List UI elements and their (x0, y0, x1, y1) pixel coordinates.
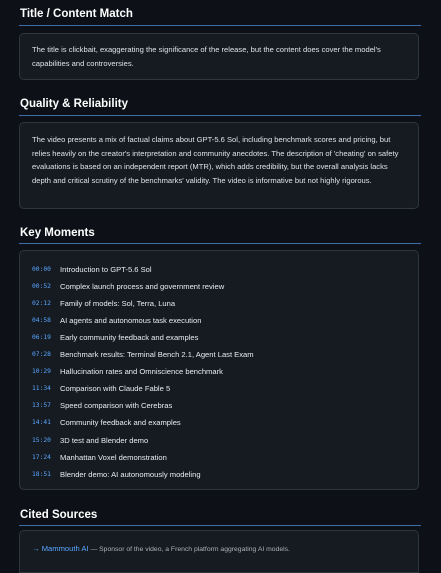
key-moment-label: Speed comparison with Cerebras (60, 401, 173, 411)
key-moment-label: Comparison with Claude Fable 5 (60, 384, 171, 394)
quality-text: The video presents a mix of factual claims about GPT-5.6 Sol, including benchmark scores and pricing, but relies heavily on the creator's interpretation and community anecdotes. The description of 'cheating' on safety evaluations is based on an independent report (MTR), which adds credibility, but the overall analysis lacks depth and critical scrutiny of the benchmarks' validity. The video is informative but not highly rigorous. (32, 135, 399, 185)
key-moment-label: 3D test and Blender demo (60, 435, 149, 445)
timestamp-link[interactable]: 15:20 (32, 436, 51, 444)
key-moment-item[interactable] (32, 383, 170, 395)
key-moment-label: Manhattan Voxel demonstration (60, 452, 167, 462)
source-description: Sponsor of the video, a French platform aggregating AI models. (99, 546, 290, 553)
timestamp-link[interactable]: 17:24 (32, 453, 51, 461)
timestamp-link[interactable]: 11:34 (32, 385, 51, 393)
key-moment-item[interactable] (32, 331, 198, 343)
source-link-mammouth-ai[interactable]: → Mammouth AI (32, 544, 89, 553)
key-moment-label: AI agents and autonomous task execution (60, 315, 202, 325)
key-moment-label: Family of models: Sol, Terra, Luna (60, 298, 176, 308)
section-divider (19, 243, 421, 244)
key-moment-label: Early community feedback and examples (60, 332, 199, 342)
title-match-card (19, 33, 419, 80)
section-divider (19, 115, 421, 116)
key-moment-item[interactable] (32, 417, 181, 429)
key-moment-label: Introduction to GPT-5.6 Sol (60, 264, 152, 274)
sources-card (19, 530, 419, 573)
key-moment-label: Community feedback and examples (60, 418, 181, 428)
timestamp-link[interactable]: 13:57 (32, 402, 51, 410)
timestamp-link[interactable]: 10:29 (32, 368, 51, 376)
timestamp-link[interactable]: 06:19 (32, 333, 51, 341)
source-separator: — (88, 546, 100, 553)
key-moment-label: Complex launch process and government review (60, 281, 225, 291)
key-moment-item[interactable] (32, 263, 152, 275)
timestamp-link[interactable]: 18:51 (32, 470, 51, 478)
key-moment-item[interactable] (32, 366, 223, 378)
key-moment-item[interactable] (32, 349, 254, 361)
key-moment-item[interactable] (32, 314, 201, 326)
quality-card (19, 122, 419, 209)
section-title-content-match (0, 0, 441, 90)
section-cited-sources (0, 500, 441, 573)
key-moment-label: Hallucination rates and Omniscience benchmark (60, 367, 223, 377)
section-heading: Title / Content Match (20, 8, 133, 20)
key-moment-item[interactable] (32, 400, 172, 412)
section-quality-reliability (0, 90, 441, 220)
key-moment-item[interactable] (32, 451, 167, 463)
title-match-text: The title is clickbait, exaggerating the significance of the release, but the content does cover the model's capabilities and controversies. (32, 45, 381, 68)
section-heading: Quality & Reliability (20, 98, 128, 110)
timestamp-link[interactable]: 04:58 (32, 316, 51, 324)
section-heading: Key Moments (20, 227, 95, 239)
timestamp-link[interactable]: 00:00 (32, 265, 51, 273)
section-key-moments (0, 218, 441, 493)
key-moment-label: Blender demo: AI autonomously modeling (60, 469, 201, 479)
timestamp-link[interactable]: 07:28 (32, 351, 51, 358)
source-item (32, 544, 290, 553)
key-moment-item[interactable] (32, 280, 224, 292)
key-moments-card (19, 250, 419, 490)
key-moment-label: Benchmark results: Terminal Bench 2.1, Agent Last Exam (60, 350, 254, 359)
section-heading: Cited Sources (20, 509, 98, 521)
timestamp-link[interactable]: 02:12 (32, 299, 51, 307)
section-divider (19, 525, 421, 526)
timestamp-link[interactable]: 14:41 (32, 419, 51, 427)
key-moment-item[interactable] (32, 468, 201, 480)
key-moment-item[interactable] (32, 297, 175, 309)
timestamp-link[interactable]: 00:52 (32, 282, 51, 290)
key-moment-item[interactable] (32, 434, 148, 446)
section-divider (19, 25, 421, 26)
